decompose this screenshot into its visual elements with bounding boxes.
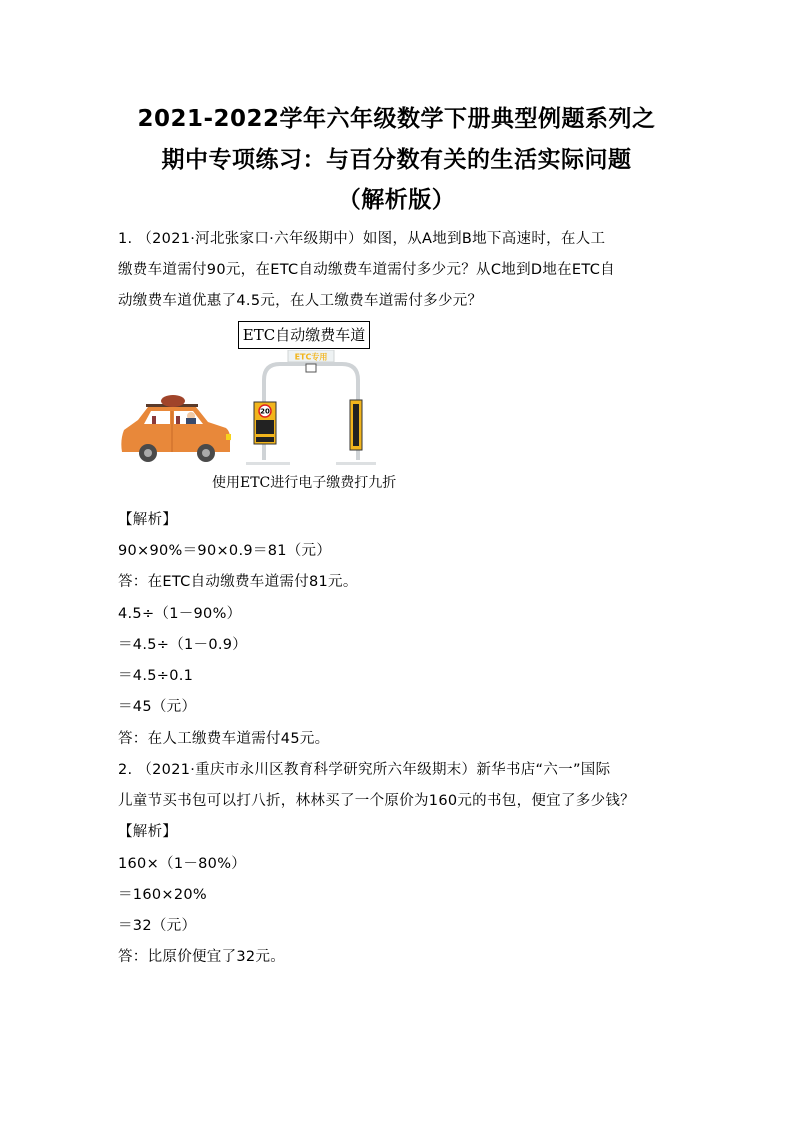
solution-step: ＝32（元） — [118, 918, 197, 934]
etc-lane-label: ETC自动缴费车道 — [238, 321, 370, 349]
etc-figure — [118, 318, 398, 496]
question-text-line: 2. （2021·重庆市永川区教育科学研究所六年级期末）新华书店“六一”国际 — [118, 762, 611, 778]
title-line-1: 2021-2022学年六年级数学下册典型例题系列之 — [137, 106, 656, 132]
solution-step: ＝160×20% — [118, 887, 207, 903]
answer-line: 答：比原价便宜了32元。 — [118, 949, 286, 965]
question-text-line: 儿童节买书包可以打八折，林林买了一个原价为160元的书包，便宜了多少钱？ — [118, 793, 635, 809]
title-line-3: （解析版） — [337, 187, 456, 213]
etc-gantry-illustration — [246, 350, 376, 475]
solution-step: ＝4.5÷0.1 — [118, 668, 194, 684]
solution-step: ＝4.5÷（1－0.9） — [118, 637, 248, 653]
title-line-2: 期中专项练习：与百分数有关的生活实际问题 — [161, 147, 632, 173]
car-illustration — [118, 390, 238, 470]
solution-step: 4.5÷（1－90%） — [118, 606, 242, 622]
svg-text:20: 20 — [260, 407, 270, 416]
svg-text:ETC专用: ETC专用 — [294, 352, 328, 362]
solution-step: ＝45（元） — [118, 699, 197, 715]
answer-line: 答：在人工缴费车道需付45元。 — [118, 731, 330, 747]
solution-step: 160×（1－80%） — [118, 856, 247, 872]
solution-step: 90×90%＝90×0.9＝81（元） — [118, 543, 332, 559]
question-text-line: 缴费车道需付90元，在ETC自动缴费车道需付多少元？从C地到D地在ETC自 — [118, 262, 615, 278]
analysis-label: 【解析】 — [118, 824, 178, 840]
analysis-label: 【解析】 — [118, 512, 178, 528]
answer-line: 答：在ETC自动缴费车道需付81元。 — [118, 574, 358, 590]
figure-caption: 使用ETC进行电子缴费打九折 — [212, 475, 397, 491]
question-text-line: 1. （2021·河北张家口·六年级期中）如图，从A地到B地下高速时，在人工 — [118, 231, 606, 247]
question-text-line: 动缴费车道优惠了4.5元，在人工缴费车道需付多少元？ — [118, 293, 483, 309]
